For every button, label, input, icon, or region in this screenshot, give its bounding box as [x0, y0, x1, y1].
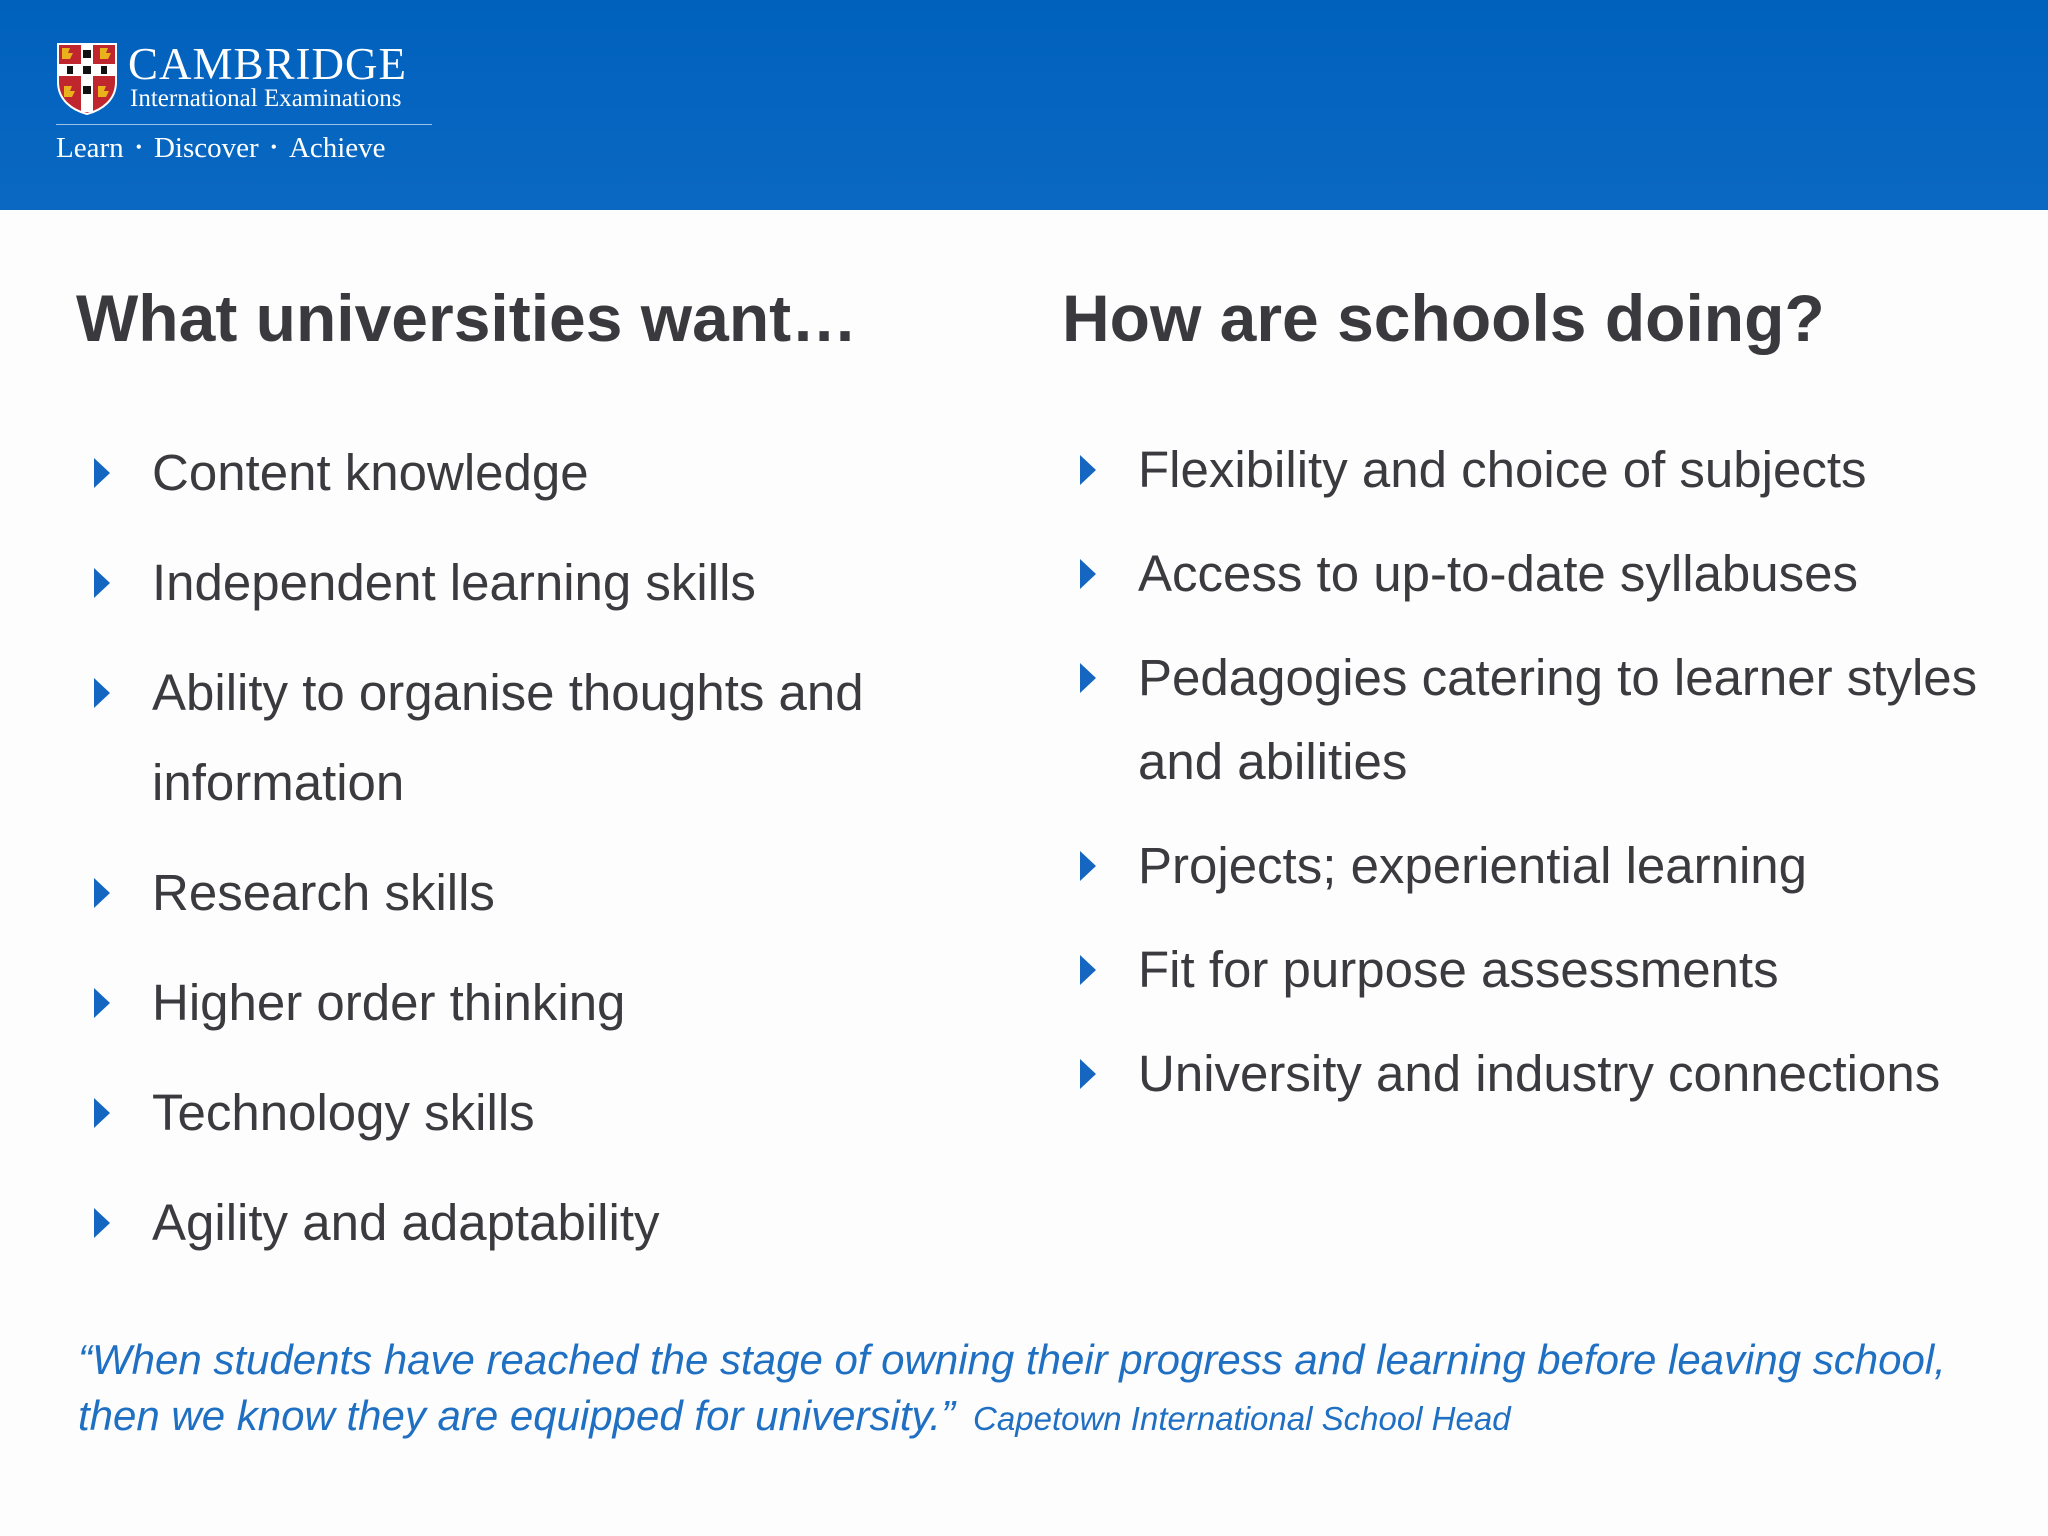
testimonial-quote: [78, 1332, 1998, 1447]
list-item: [94, 538, 994, 628]
list-item-text: Agility and adaptability: [152, 1194, 660, 1251]
list-item: [94, 958, 994, 1048]
list-item-text: Research skills: [152, 864, 495, 921]
brand-name: CAMBRIDGE: [128, 39, 408, 89]
universities-heading: What universities want…: [76, 281, 858, 355]
brand-subtitle: International Examinations: [130, 85, 402, 112]
triangle-bullet-icon: [94, 988, 110, 1018]
crest-icon: [56, 42, 118, 116]
list-item: [1080, 928, 1980, 1012]
triangle-bullet-icon: [94, 678, 110, 708]
list-item: [94, 848, 994, 938]
list-item-text: Projects; experiential learning: [1138, 837, 1808, 894]
list-item-text: Independent learning skills: [152, 554, 756, 611]
triangle-bullet-icon: [1080, 559, 1096, 589]
tagline-word: Discover: [153, 132, 259, 164]
list-item-text: Higher order thinking: [152, 974, 626, 1031]
tagline-word: Achieve: [288, 132, 386, 164]
schools-list: [1080, 428, 1980, 1136]
list-item-text: Fit for purpose assessments: [1138, 941, 1779, 998]
triangle-bullet-icon: [1080, 1059, 1096, 1089]
header-band: [0, 0, 2048, 210]
list-item-text: University and industry connections: [1138, 1045, 1941, 1102]
universities-list: [94, 428, 994, 1288]
bullet-dot-icon: •: [270, 137, 277, 157]
list-item-text: Flexibility and choice of subjects: [1138, 441, 1867, 498]
quote-text: “When students have reached the stage of owning their progress and learning before leaving school, then we know they are equipped for university.”: [78, 1336, 1946, 1439]
list-item-text: Ability to organise thoughts and information: [152, 664, 864, 811]
triangle-bullet-icon: [94, 568, 110, 598]
cambridge-logo: [56, 40, 436, 175]
triangle-bullet-icon: [1080, 851, 1096, 881]
list-item: [1080, 824, 1980, 908]
list-item: [94, 1178, 994, 1268]
list-item: [94, 648, 994, 828]
list-item: [94, 1068, 994, 1158]
tagline-word: Learn: [56, 132, 124, 164]
list-item-text: Pedagogies catering to learner styles and abilities: [1138, 649, 1978, 790]
list-item-text: Access to up-to-date syllabuses: [1138, 545, 1859, 602]
list-item: [1080, 1032, 1980, 1116]
list-item: [1080, 532, 1980, 616]
triangle-bullet-icon: [1080, 455, 1096, 485]
list-item: [94, 428, 994, 518]
list-item-text: Content knowledge: [152, 444, 589, 501]
brand-divider: [56, 124, 432, 125]
triangle-bullet-icon: [94, 1208, 110, 1238]
triangle-bullet-icon: [94, 1098, 110, 1128]
list-item-text: Technology skills: [152, 1084, 535, 1141]
triangle-bullet-icon: [1080, 955, 1096, 985]
list-item: [1080, 428, 1980, 512]
tagline: [56, 132, 386, 165]
triangle-bullet-icon: [94, 878, 110, 908]
schools-heading: How are schools doing?: [1062, 281, 1825, 355]
triangle-bullet-icon: [1080, 663, 1096, 693]
list-item: [1080, 636, 1980, 804]
quote-attribution: Capetown International School Head: [973, 1400, 1511, 1437]
triangle-bullet-icon: [94, 458, 110, 488]
bullet-dot-icon: •: [135, 137, 142, 157]
